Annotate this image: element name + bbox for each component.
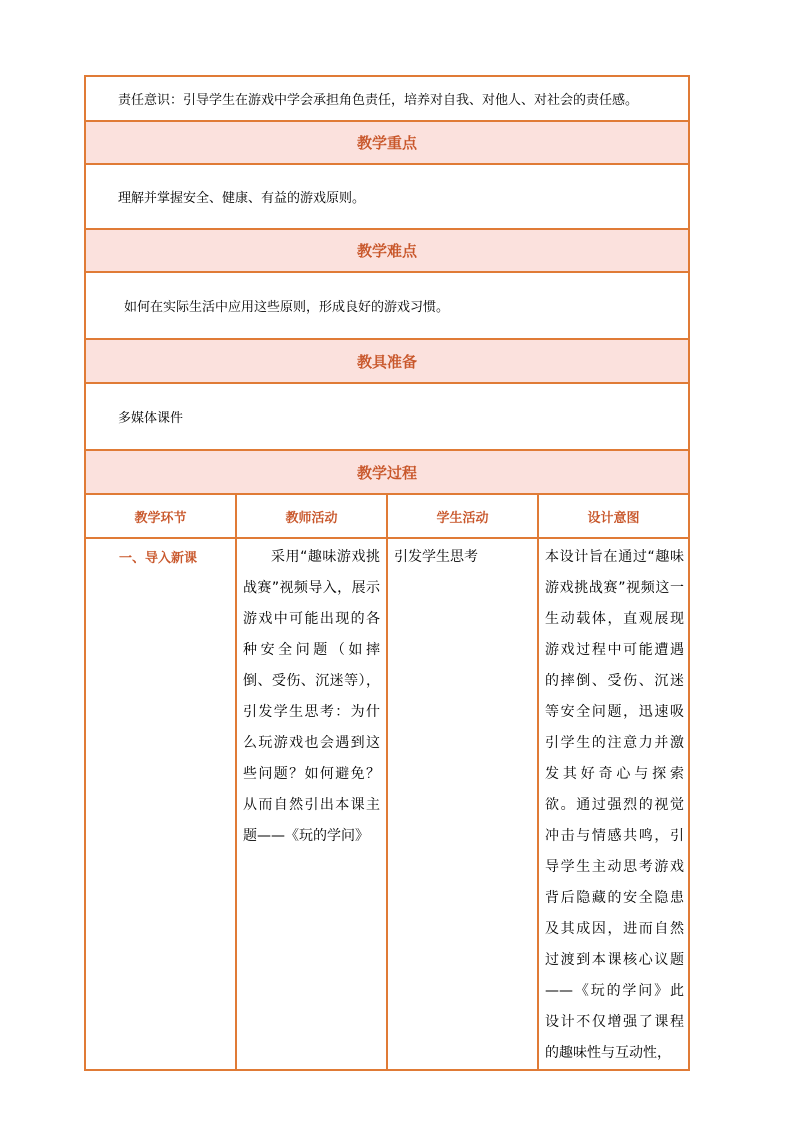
key-points-text: 理解并掌握安全、健康、有益的游戏原则。 [85, 164, 689, 229]
col-header-student: 学生活动 [387, 494, 538, 538]
lesson-plan-table [84, 75, 690, 1071]
responsibility-text: 责任意识：引导学生在游戏中学会承担角色责任，培养对自我、对他人、对社会的责任感。 [85, 76, 689, 121]
col-header-stage: 教学环节 [85, 494, 236, 538]
materials-text: 多媒体课件 [85, 383, 689, 450]
teacher-activity-cell: 采用“趣味游戏挑战赛”视频导入，展示游戏中可能出现的各种安全问题（如摔倒、受伤、沉迷等），引发学生思考：为什么玩游戏也会遇到这些问题？如何避免？从而自然引出本课主题——《玩的学问》 [236, 538, 387, 1070]
student-activity-cell: 引发学生思考 [387, 538, 538, 1070]
col-header-teacher: 教师活动 [236, 494, 387, 538]
process-heading: 教学过程 [85, 450, 689, 494]
table-row [85, 538, 689, 1070]
difficulties-text: 如何在实际生活中应用这些原则，形成良好的游戏习惯。 [85, 272, 689, 339]
materials-heading: 教具准备 [85, 339, 689, 383]
stage-cell: 一、导入新课 [85, 538, 236, 1070]
difficulties-heading: 教学难点 [85, 229, 689, 272]
col-header-intent: 设计意图 [538, 494, 689, 538]
design-intent-cell: 本设计旨在通过“趣味游戏挑战赛”视频这一生动载体，直观展现游戏过程中可能遭遇的摔倒、受伤、沉迷等安全问题，迅速吸引学生的注意力并激发其好奇心与探索欲。通过强烈的视觉冲击与情感共鸣，引导学生主动思考游戏背后隐藏的安全隐患及其成因，进而自然过渡到本课核心议题——《玩的学问》此设计不仅增强了课程的趣味性与互动性， [538, 538, 689, 1070]
key-points-heading: 教学重点 [85, 121, 689, 164]
